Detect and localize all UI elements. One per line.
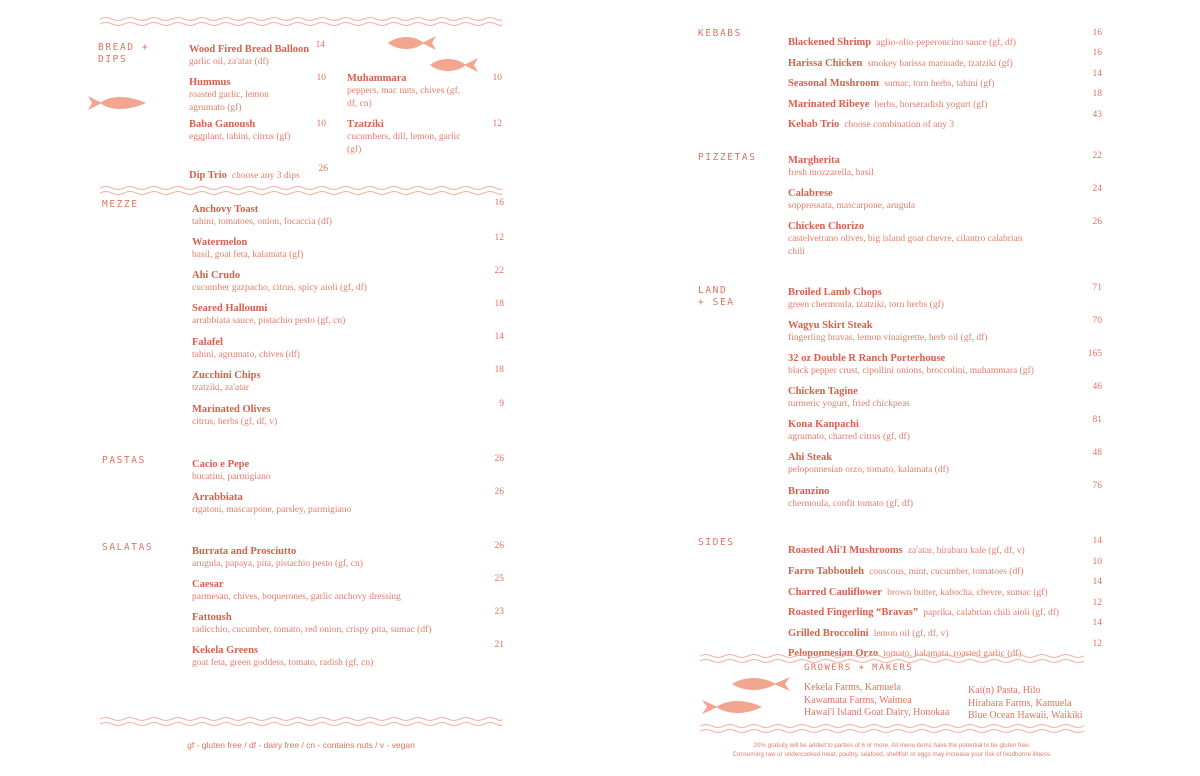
- item-price: 12: [1092, 598, 1102, 608]
- item-price: 26: [494, 541, 504, 551]
- item-name: Marinated Olives: [192, 404, 271, 415]
- item-desc: garlic oil, za'atar (df): [189, 57, 269, 67]
- item-price: 14: [1092, 577, 1102, 587]
- menu-item: [347, 72, 462, 110]
- menu-item: [192, 403, 482, 429]
- menu-item: [192, 458, 482, 484]
- item-desc: soppressata, mascarpone, arugula: [788, 201, 916, 211]
- item-price: 14: [1092, 536, 1102, 546]
- item-desc: choose combination of any 3: [844, 120, 955, 130]
- item-name: Tzatziki: [347, 119, 384, 130]
- grower-name: Kai(n) Pasta, Hilo: [968, 685, 1041, 696]
- wave-divider: [100, 716, 502, 728]
- item-desc: choose any 3 dips: [231, 171, 300, 181]
- item-price: 14: [1092, 69, 1102, 79]
- item-name: Harissa Chicken: [788, 58, 863, 69]
- item-price: 22: [494, 266, 504, 276]
- item-desc: cucumber gazpacho, citrus, spicy aioli (gf, df): [192, 283, 367, 293]
- menu-item: [347, 118, 475, 156]
- item-name: Roasted Ali'I Mushrooms: [788, 545, 903, 556]
- wave-divider: [700, 723, 1084, 735]
- grower-name: Kawamata Farms, Waimea: [804, 694, 912, 706]
- item-price: 18: [494, 365, 504, 375]
- item-name: Anchovy Toast: [192, 204, 259, 215]
- menu-item: [189, 76, 299, 114]
- menu-item: [788, 71, 1078, 90]
- item-price: 18: [1092, 89, 1102, 99]
- item-price: 23: [494, 607, 504, 617]
- item-price: 25: [494, 574, 504, 584]
- item-price: 16: [1092, 28, 1102, 38]
- item-price: 21: [494, 640, 504, 650]
- item-desc: arugula, papaya, pita, pistachio pesto (gf, cn): [192, 559, 363, 569]
- item-desc: turmeric yogurt, fried chickpeas: [788, 399, 910, 409]
- growers-title: GROWERS + MAKERS: [804, 663, 914, 673]
- menu-item: [788, 92, 1078, 111]
- item-name: Kekela Greens: [192, 645, 259, 656]
- menu-item: [788, 538, 1078, 557]
- item-name: Seared Halloumi: [192, 303, 268, 314]
- item-name: Kona Kanpachi: [788, 419, 859, 430]
- item-desc: chermoula, confit tomato (gf, df): [788, 499, 914, 509]
- item-price: 12: [492, 119, 502, 129]
- item-desc: eggplant, tahini, citrus (gf): [189, 132, 291, 142]
- section-title-pastas: PASTAS: [102, 455, 146, 466]
- menu-item: [192, 336, 482, 362]
- section-title-salatas: SALATAS: [102, 542, 154, 553]
- item-name: Cacio e Pepe: [192, 459, 250, 470]
- item-desc: roasted garlic, lemon agrumato (gf): [189, 90, 269, 113]
- item-price: 22: [1092, 151, 1102, 161]
- item-name: Peloponnesian Orzo: [788, 648, 879, 659]
- item-price: 14: [315, 40, 325, 50]
- footnote: [700, 741, 1084, 759]
- item-price: 70: [1092, 316, 1102, 326]
- item-price: 14: [494, 332, 504, 342]
- item-desc: bucatini, parmigiano: [192, 472, 271, 482]
- item-desc: paprika, calabrian chili aioli (gf, df): [923, 608, 1060, 618]
- section-title-land-sea: LAND + SEA: [698, 285, 735, 308]
- item-desc: radicchio, cucumber, tomato, red onion, crispy pita, sumac (df): [192, 625, 432, 635]
- item-price: 26: [494, 487, 504, 497]
- grower-name: Kekela Farms, Kamuela: [804, 682, 901, 693]
- menu-item: [192, 611, 482, 637]
- item-price: 24: [1092, 184, 1102, 194]
- wave-divider: [100, 16, 502, 28]
- menu-item: [192, 545, 482, 571]
- item-name: Caesar: [192, 579, 224, 590]
- growers-list-right: [968, 685, 1088, 723]
- item-price: 26: [318, 164, 328, 174]
- item-name: Wood Fired Bread Balloon: [189, 44, 310, 55]
- menu-item: [788, 485, 1078, 511]
- section-title-bread-dips: BREAD + DIPS: [98, 42, 150, 65]
- item-price: 18: [494, 299, 504, 309]
- menu-item: [788, 385, 1078, 411]
- menu-item: [192, 369, 482, 395]
- menu-item: [788, 621, 1078, 640]
- item-name: Burrata and Prosciutto: [192, 546, 297, 557]
- footnote-gratuity: 20% gratuity will be added to parties of 6 or more. All menu items have the potential to be gluten free.: [753, 742, 1031, 749]
- item-desc: lemon oil (gf, df, v): [873, 629, 949, 639]
- grower-name: Hirabara Farms, Kamuela: [968, 697, 1072, 709]
- item-name: Baba Ganoush: [189, 119, 256, 130]
- dietary-legend: gf - gluten free / df - dairy free / cn - contains nuts / v - vegan: [187, 740, 415, 750]
- menu-item: [788, 559, 1078, 578]
- fish-icon: [86, 93, 148, 113]
- item-name: Zucchini Chips: [192, 370, 261, 381]
- item-price: 9: [499, 399, 504, 409]
- item-name: Farro Tabbouleh: [788, 566, 864, 577]
- menu-item: [788, 352, 1078, 378]
- growers-list-left: [804, 682, 964, 720]
- item-name: Muhammara: [347, 73, 407, 84]
- menu-item: [788, 220, 1023, 258]
- item-desc: black pepper crust, cipollini onions, broccolini, muhammara (gf): [788, 366, 1034, 376]
- item-name: Margherita: [788, 155, 840, 166]
- item-desc: herbs, horseradish yogurt (gf): [874, 100, 988, 110]
- item-price: 16: [1092, 48, 1102, 58]
- menu-item: [192, 491, 482, 517]
- item-price: 16: [494, 198, 504, 208]
- item-desc: green chermoula, tzatziki, torn herbs (gf): [788, 300, 944, 310]
- menu-item: [788, 112, 1078, 131]
- item-name: Charred Cauliflower: [788, 587, 883, 598]
- item-desc: za'atar, hirabara kale (gf, df, v): [907, 546, 1025, 556]
- item-desc: tzatziki, za'atar: [192, 383, 250, 393]
- item-name: Broiled Lamb Chops: [788, 287, 882, 298]
- item-price: 10: [1092, 557, 1102, 567]
- item-name: Hummus: [189, 77, 231, 88]
- item-price: 14: [1092, 618, 1102, 628]
- fish-icon: [700, 697, 764, 717]
- item-price: 81: [1092, 415, 1102, 425]
- grower-name: Hawai'i Island Goat Dairy, Honokaa: [804, 707, 950, 718]
- item-price: 43: [1092, 110, 1102, 120]
- wave-divider: [100, 185, 502, 197]
- item-price: 12: [1092, 639, 1102, 649]
- item-desc: cucumbers, dill, lemon, garlic (gf): [347, 132, 461, 155]
- grower-name: Blue Ocean Hawaii, Waikiki: [968, 710, 1083, 721]
- menu-item: [788, 319, 1078, 345]
- menu-item: [788, 451, 1078, 477]
- section-title-pizzetas: PIZZETAS: [698, 152, 757, 163]
- item-desc: castelvetrano olives, big island goat chevre, cilantro calabrian chili: [788, 234, 1023, 257]
- item-name: Roasted Fingerling “Bravas”: [788, 607, 919, 618]
- menu-item: [189, 118, 294, 144]
- menu-item: [788, 51, 1078, 70]
- item-desc: peloponnesian orzo, tomato, kalamata (df): [788, 465, 949, 475]
- item-desc: peppers, mac nuts, chives (gf, df, cn): [347, 86, 461, 109]
- item-desc: couscous, mint, cucumber, tomatoes (df): [869, 567, 1024, 577]
- item-price: 12: [494, 233, 504, 243]
- menu-item: [788, 30, 1078, 49]
- item-name: Arrabbiata: [192, 492, 243, 503]
- item-name: Branzino: [788, 486, 830, 497]
- menu-item: [192, 578, 482, 604]
- item-price: 48: [1092, 448, 1102, 458]
- item-desc: tahini, agrumato, chives (df): [192, 350, 300, 360]
- item-desc: rigatoni, mascarpone, parsley, parmigiano: [192, 505, 352, 515]
- item-desc: tahini, tomatoes, onion, focaccia (df): [192, 217, 333, 227]
- item-desc: brown butter, kabocha, chevre, sumac (gf): [887, 588, 1048, 598]
- item-name: Kebab Trio: [788, 119, 840, 130]
- item-desc: agrumato, charred citrus (gf, df): [788, 432, 910, 442]
- menu-item: [192, 269, 482, 295]
- menu-item: [788, 600, 1078, 619]
- item-desc: citrus, herbs (gf, df, v): [192, 417, 278, 427]
- section-title-kebabs: KEBABS: [698, 28, 742, 39]
- item-price: 76: [1092, 481, 1102, 491]
- item-name: Grilled Broccolini: [788, 628, 869, 639]
- item-name: Chicken Tagine: [788, 386, 858, 397]
- fish-icon: [386, 34, 438, 52]
- item-desc: fresh mozzarella, basil: [788, 168, 874, 178]
- item-name: 32 oz Double R Ranch Porterhouse: [788, 353, 946, 364]
- item-desc: smokey harissa marinade, tzatziki (gf): [867, 59, 1013, 69]
- item-desc: basil, goat feta, kalamata (gf): [192, 250, 304, 260]
- menu-item: [788, 418, 1078, 444]
- item-price: 26: [1092, 217, 1102, 227]
- menu-item: [788, 154, 1048, 180]
- menu-item: [788, 187, 1048, 213]
- menu-item: [788, 286, 1078, 312]
- item-name: Calabrese: [788, 188, 833, 199]
- item-price: 10: [492, 73, 502, 83]
- menu-item: [192, 203, 482, 229]
- item-name: Ahi Steak: [788, 452, 833, 463]
- section-title-sides: SIDES: [698, 537, 735, 548]
- item-price: 26: [494, 454, 504, 464]
- item-name: Fattoush: [192, 612, 232, 623]
- item-desc: arrabbiata sauce, pistachio pesto (gf, cn): [192, 316, 346, 326]
- item-desc: sumac, torn herbs, tahini (gf): [884, 79, 995, 89]
- item-price: 10: [316, 119, 326, 129]
- menu-item: [192, 644, 482, 670]
- item-price: 46: [1092, 382, 1102, 392]
- item-desc: goat feta, green goddess, tomato, radish (gf, cn): [192, 658, 374, 668]
- item-price: 165: [1087, 349, 1102, 359]
- item-price: 10: [316, 73, 326, 83]
- item-name: Marinated Ribeye: [788, 99, 870, 110]
- menu-item: [192, 236, 482, 262]
- item-name: Seasonal Mushroom: [788, 78, 880, 89]
- item-name: Wagyu Skirt Steak: [788, 320, 873, 331]
- item-desc: parmesan, chives, boquerones, garlic anchovy dressing: [192, 592, 401, 602]
- menu-item: [788, 580, 1078, 599]
- section-title-mezze: MEZZE: [102, 199, 139, 210]
- footnote-consumer-advisory: Consuming raw or undercooked meat, poultry, seafood, shellfish or eggs may increase your risk of foodborne illness.: [732, 751, 1052, 758]
- item-price: 71: [1092, 283, 1102, 293]
- item-name: Falafel: [192, 337, 223, 348]
- item-name: Ahi Crudo: [192, 270, 241, 281]
- item-desc: fingerling bravas, lemon vinaigrette, herb oil (gf, df): [788, 333, 988, 343]
- menu-item: [192, 302, 482, 328]
- item-name: Dip Trio: [189, 170, 227, 181]
- item-name: Watermelon: [192, 237, 248, 248]
- item-name: Chicken Chorizo: [788, 221, 865, 232]
- item-name: Blackened Shrimp: [788, 37, 872, 48]
- fish-icon: [728, 674, 792, 694]
- item-desc: tomato, kalamata, roasted garlic (df): [883, 649, 1022, 659]
- item-desc: aglio-olio-peperoncino sauce (gf, df): [876, 38, 1017, 48]
